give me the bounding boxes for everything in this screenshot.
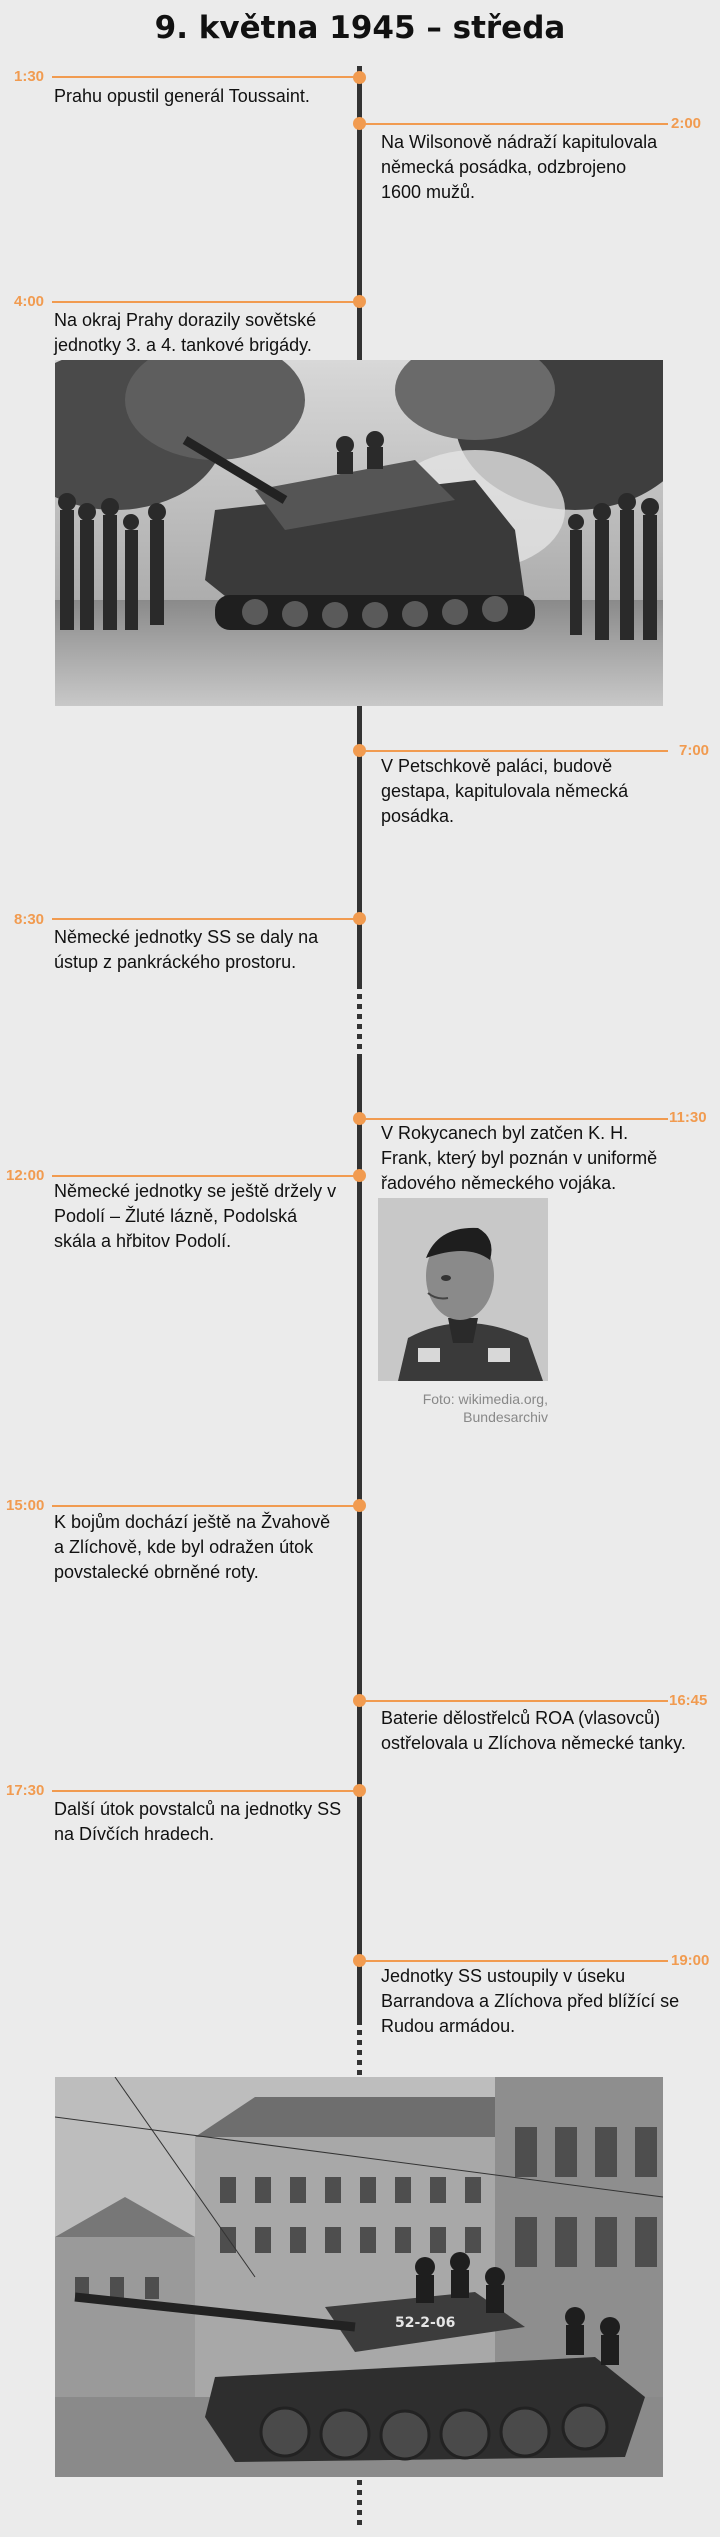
event-text: Na Wilsonově nádraží kapitulovala německá posádka, odzbrojeno 1600 mužů. xyxy=(381,132,658,202)
event-time: 2:00 xyxy=(671,115,702,132)
event-marker xyxy=(353,912,366,925)
event-connector xyxy=(360,1960,668,1962)
event-connector xyxy=(360,1118,668,1120)
photo-t34-tank-street xyxy=(55,2077,663,2477)
event-time: 8:30 xyxy=(14,911,45,928)
event-time: 1:30 xyxy=(14,68,45,85)
street-tank-illustration xyxy=(55,2077,663,2477)
event-marker xyxy=(353,1169,366,1182)
event-marker xyxy=(353,1784,366,1797)
event-marker xyxy=(353,117,366,130)
event-text: Baterie dělostřelců ROA (vlasovců) ostřelovala u Zlíchova německé tanky. xyxy=(381,1708,686,1753)
timeline-axis xyxy=(357,1054,362,2020)
event-text: Německé jednotky se ještě držely v Podolí – Žluté lázně, Podolská skála a hřbitov Podolí. xyxy=(54,1181,337,1251)
event-time: 12:00 xyxy=(6,1167,45,1184)
event-text: K bojům dochází ještě na Žvahově a Zlíchově, kde byl odražen útok povstalecké obrněné roty. xyxy=(54,1512,331,1582)
photo-kh-frank xyxy=(378,1198,548,1381)
timeline-axis-break xyxy=(357,2020,362,2080)
event-marker xyxy=(353,1694,366,1707)
event-text: Další útok povstalců na jednotky SS na Dívčích hradech. xyxy=(54,1799,342,1844)
event-connector xyxy=(52,918,360,920)
event-marker xyxy=(353,1112,366,1125)
event-time: 15:00 xyxy=(6,1497,45,1514)
event-text: V Petschkově paláci, budově gestapa, kapitulovala německá posádka. xyxy=(381,756,629,826)
event-connector xyxy=(52,1175,360,1177)
event-text: Německé jednotky SS se daly na ústup z pankráckého prostoru. xyxy=(54,927,319,972)
event-marker xyxy=(353,744,366,757)
photo-caption: Foto: wikimedia.org, Bundesarchiv xyxy=(422,1391,548,1425)
event-marker xyxy=(353,1954,366,1967)
event-connector xyxy=(52,1505,360,1507)
photo-soviet-tank xyxy=(55,360,663,706)
event-marker xyxy=(353,1499,366,1512)
timeline-axis-break xyxy=(357,984,362,1054)
event-text: Na okraj Prahy dorazily sovětské jednotky 3. a 4. tankové brigády. xyxy=(54,310,317,355)
event-time: 4:00 xyxy=(14,293,45,310)
timeline-axis-break xyxy=(357,2480,362,2530)
event-marker xyxy=(353,295,366,308)
event-connector xyxy=(52,76,360,78)
event-time: 16:45 xyxy=(669,1692,708,1709)
event-connector xyxy=(360,750,668,752)
event-time: 17:30 xyxy=(6,1782,45,1799)
tank-photo-illustration xyxy=(55,360,663,706)
event-connector xyxy=(52,301,360,303)
portrait-illustration xyxy=(378,1198,548,1381)
tank-number: 52-2-06 xyxy=(395,2315,456,2331)
event-time: 11:30 xyxy=(669,1109,707,1126)
event-text: Jednotky SS ustoupily v úseku Barrandova a Zlíchova před blížící se Rudou armádou. xyxy=(381,1966,680,2036)
event-time: 19:00 xyxy=(671,1952,710,1969)
event-marker xyxy=(353,71,366,84)
event-text: Prahu opustil generál Toussaint. xyxy=(54,86,310,106)
event-time: 7:00 xyxy=(679,742,710,759)
event-connector xyxy=(360,1700,668,1702)
page-title: 9. května 1945 – středa xyxy=(154,10,566,46)
event-connector xyxy=(52,1790,360,1792)
event-connector xyxy=(360,123,668,125)
event-text: V Rokycanech byl zatčen K. H. Frank, který byl poznán v uniformě řadového německého vojáka. xyxy=(381,1123,658,1193)
